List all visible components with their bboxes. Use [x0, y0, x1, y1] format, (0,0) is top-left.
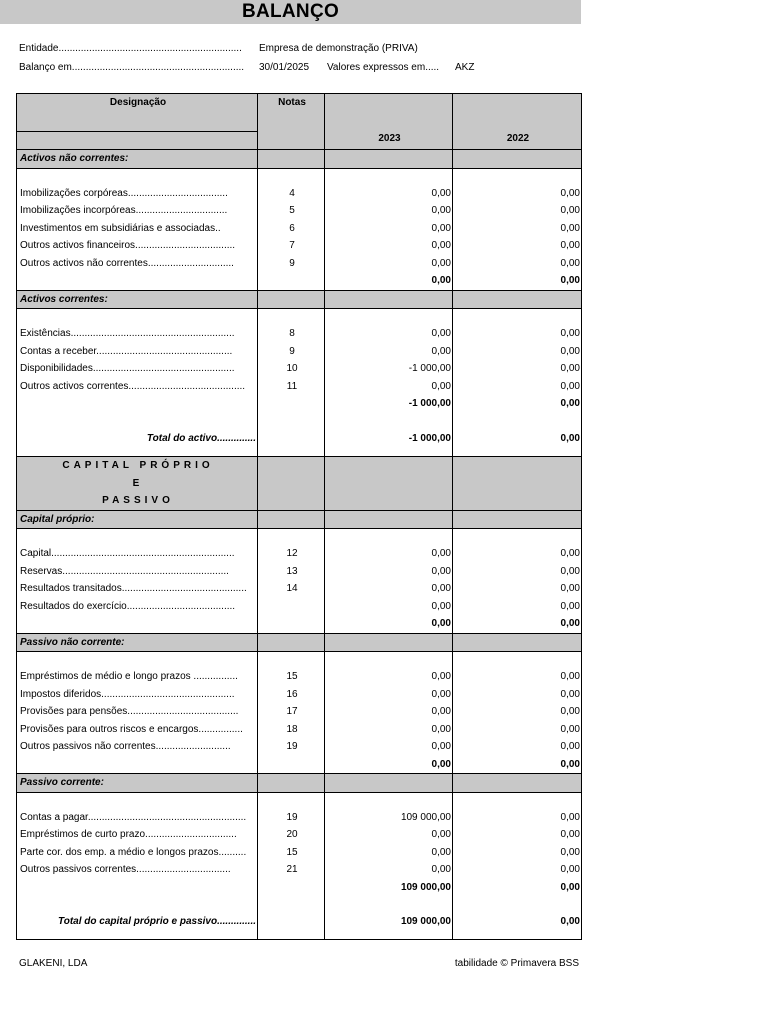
empty-cell — [17, 529, 258, 546]
table-row — [17, 809, 582, 827]
empty-cell — [258, 792, 325, 809]
empty-cell — [453, 475, 582, 493]
row-label: Empréstimos de curto prazo................................. — [17, 826, 258, 844]
empty-cell — [258, 510, 325, 529]
row-value-2022: 0,00 — [453, 826, 582, 844]
empty-cell — [325, 633, 453, 652]
capital-passivo-header — [17, 475, 582, 493]
table-row — [17, 378, 582, 396]
row-label: Reservas............................................................ — [17, 563, 258, 581]
row-note: 21 — [258, 861, 325, 879]
row-note: 20 — [258, 826, 325, 844]
row-label: Investimentos em subsidiárias e associadas.. — [17, 220, 258, 238]
table-row — [17, 861, 582, 879]
empty-cell — [325, 510, 453, 529]
empty-cell — [453, 457, 582, 475]
row-label: Provisões para outros riscos e encargos................ — [17, 721, 258, 739]
row-value-2022: 0,00 — [453, 721, 582, 739]
subtotal-2022: 0,00 — [453, 272, 582, 290]
empty-cell — [325, 309, 453, 326]
row-note: 19 — [258, 738, 325, 756]
empty-cell — [325, 896, 453, 913]
empty-cell — [453, 168, 582, 185]
empty-cell — [453, 413, 582, 430]
row-value-2023: 0,00 — [325, 202, 453, 220]
empty-cell — [17, 931, 258, 940]
subtotal-row — [17, 395, 582, 413]
row-value-2022: 0,00 — [453, 580, 582, 598]
row-value-2023: 0,00 — [325, 703, 453, 721]
total-2023: 109 000,00 — [325, 913, 453, 931]
row-value-2022: 0,00 — [453, 738, 582, 756]
row-value-2023: -1 000,00 — [325, 360, 453, 378]
row-value-2022: 0,00 — [453, 360, 582, 378]
row-note: 15 — [258, 844, 325, 862]
row-value-2023: 0,00 — [325, 378, 453, 396]
empty-cell — [17, 168, 258, 185]
subtotal-row — [17, 879, 582, 897]
row-note: 13 — [258, 563, 325, 581]
empty-cell — [325, 150, 453, 169]
row-value-2023: 0,00 — [325, 220, 453, 238]
row-label: Resultados do exercício....................................... — [17, 598, 258, 616]
empty-cell — [258, 931, 325, 940]
empty-cell — [453, 150, 582, 169]
spacer-row — [17, 413, 582, 430]
table-row — [17, 220, 582, 238]
empty-cell — [17, 413, 258, 430]
row-value-2023: 0,00 — [325, 668, 453, 686]
empty-cell — [17, 652, 258, 669]
row-note: 16 — [258, 686, 325, 704]
row-note: 8 — [258, 325, 325, 343]
empty-cell — [258, 430, 325, 448]
empty-cell — [258, 774, 325, 793]
row-label: Imobilizações corpóreas.................................... — [17, 185, 258, 203]
row-note: 10 — [258, 360, 325, 378]
empty-cell — [258, 447, 325, 457]
spacer-row — [17, 792, 582, 809]
row-value-2023: 0,00 — [325, 545, 453, 563]
table-row — [17, 738, 582, 756]
row-note: 19 — [258, 809, 325, 827]
row-note: 15 — [258, 668, 325, 686]
total-label: Total do capital próprio e passivo.............. — [17, 913, 258, 931]
row-value-2023: 0,00 — [325, 861, 453, 879]
empty-cell — [258, 272, 325, 290]
section-header — [17, 150, 582, 169]
row-note: 6 — [258, 220, 325, 238]
row-label: Empréstimos de médio e longo prazos ................ — [17, 668, 258, 686]
section-header — [17, 510, 582, 529]
row-label: Outros passivos não correntes........................... — [17, 738, 258, 756]
empty-cell — [325, 413, 453, 430]
row-label: Existências........................................................... — [17, 325, 258, 343]
row-value-2023: 0,00 — [325, 343, 453, 361]
empty-cell — [453, 931, 582, 940]
table-row — [17, 826, 582, 844]
row-value-2023: 0,00 — [325, 686, 453, 704]
section-title: Activos correntes: — [17, 290, 258, 309]
total-2022: 0,00 — [453, 913, 582, 931]
subtotal-2022: 0,00 — [453, 395, 582, 413]
section-title: Activos não correntes: — [17, 150, 258, 169]
empty-cell — [17, 615, 258, 633]
table-row — [17, 563, 582, 581]
row-value-2022: 0,00 — [453, 185, 582, 203]
row-label: Capital.................................................................. — [17, 545, 258, 563]
empty-cell — [258, 879, 325, 897]
empty-cell — [325, 652, 453, 669]
empty-cell — [258, 413, 325, 430]
empty-cell — [17, 879, 258, 897]
spacer-row — [17, 529, 582, 546]
empty-cell — [258, 756, 325, 774]
row-value-2023: 0,00 — [325, 237, 453, 255]
empty-cell — [453, 447, 582, 457]
empty-cell — [258, 913, 325, 931]
spacer-row — [17, 896, 582, 913]
section-header — [17, 290, 582, 309]
row-value-2023: 109 000,00 — [325, 809, 453, 827]
table-row — [17, 580, 582, 598]
empty-cell — [325, 290, 453, 309]
empty-cell — [453, 633, 582, 652]
footer-software: tabilidade © Primavera BSS — [454, 958, 579, 969]
page-title: BALANÇO — [241, 1, 340, 22]
table-row — [17, 360, 582, 378]
subtotal-2022: 0,00 — [453, 756, 582, 774]
capital-passivo-line: E — [17, 475, 258, 493]
subtotal-2023: -1 000,00 — [325, 395, 453, 413]
footer-company: GLAKENI, LDA — [19, 958, 88, 969]
empty-cell — [17, 792, 258, 809]
row-value-2022: 0,00 — [453, 237, 582, 255]
subtotal-2023: 0,00 — [325, 615, 453, 633]
row-note: 11 — [258, 378, 325, 396]
total-2023: -1 000,00 — [325, 430, 453, 448]
empty-cell — [258, 652, 325, 669]
capital-passivo-line: PASSIVO — [17, 492, 258, 510]
row-note: 9 — [258, 255, 325, 273]
row-value-2022: 0,00 — [453, 598, 582, 616]
row-label: Resultados transitados............................................. — [17, 580, 258, 598]
subtotal-2023: 0,00 — [325, 272, 453, 290]
table-row — [17, 237, 582, 255]
empty-cell — [17, 447, 258, 457]
row-label: Outros activos não correntes............................... — [17, 255, 258, 273]
row-note: 5 — [258, 202, 325, 220]
row-value-2022: 0,00 — [453, 563, 582, 581]
empty-cell — [17, 395, 258, 413]
table-row — [17, 686, 582, 704]
empty-cell — [453, 529, 582, 546]
empty-cell — [453, 309, 582, 326]
row-label: Outros activos financeiros.................................... — [17, 237, 258, 255]
row-label: Provisões para pensões........................................ — [17, 703, 258, 721]
row-label: Contas a receber................................................. — [17, 343, 258, 361]
row-value-2022: 0,00 — [453, 378, 582, 396]
table-row — [17, 343, 582, 361]
empty-cell — [325, 931, 453, 940]
row-note: 17 — [258, 703, 325, 721]
capital-passivo-line: CAPITAL PRÓPRIO — [17, 457, 258, 475]
title-bar — [0, 0, 581, 24]
subtotal-row — [17, 756, 582, 774]
subtotal-2022: 0,00 — [453, 879, 582, 897]
table-row — [17, 598, 582, 616]
empty-cell — [325, 168, 453, 185]
empty-cell — [325, 792, 453, 809]
entity-value: Empresa de demonstração (PRIVA) — [259, 43, 418, 54]
total-row — [17, 430, 582, 448]
row-label: Imobilizações incorpóreas................................. — [17, 202, 258, 220]
row-value-2022: 0,00 — [453, 668, 582, 686]
empty-cell — [258, 896, 325, 913]
empty-cell — [17, 309, 258, 326]
empty-cell — [258, 395, 325, 413]
subtotal-2022: 0,00 — [453, 615, 582, 633]
row-value-2023: 0,00 — [325, 844, 453, 862]
row-value-2022: 0,00 — [453, 202, 582, 220]
row-value-2022: 0,00 — [453, 343, 582, 361]
section-title: Passivo corrente: — [17, 774, 258, 793]
empty-cell — [325, 529, 453, 546]
row-value-2023: 0,00 — [325, 826, 453, 844]
empty-cell — [17, 272, 258, 290]
spacer-row — [17, 168, 582, 185]
subtotal-row — [17, 615, 582, 633]
row-label: Disponibilidades................................................... — [17, 360, 258, 378]
empty-cell — [258, 529, 325, 546]
capital-passivo-header — [17, 457, 582, 475]
empty-cell — [258, 168, 325, 185]
empty-cell — [453, 492, 582, 510]
empty-cell — [325, 475, 453, 493]
row-label: Parte cor. dos emp. a médio e longos prazos.......... — [17, 844, 258, 862]
empty-cell — [453, 510, 582, 529]
balance-date-value: 30/01/2025 — [259, 62, 310, 73]
empty-cell — [258, 615, 325, 633]
row-note: 14 — [258, 580, 325, 598]
row-note: 9 — [258, 343, 325, 361]
designation-header-blank — [17, 132, 258, 150]
row-note: 18 — [258, 721, 325, 739]
row-value-2023: 0,00 — [325, 325, 453, 343]
row-value-2022: 0,00 — [453, 844, 582, 862]
empty-cell — [258, 492, 325, 510]
currency-label: Valores expressos em..... — [327, 62, 440, 73]
row-value-2022: 0,00 — [453, 545, 582, 563]
notes-header: Notas — [258, 94, 325, 150]
row-value-2022: 0,00 — [453, 686, 582, 704]
empty-cell — [258, 150, 325, 169]
empty-cell — [17, 756, 258, 774]
empty-cell — [453, 792, 582, 809]
empty-cell — [258, 633, 325, 652]
table-row — [17, 325, 582, 343]
empty-cell — [453, 896, 582, 913]
row-value-2022: 0,00 — [453, 861, 582, 879]
empty-cell — [453, 774, 582, 793]
section-header — [17, 774, 582, 793]
row-note — [258, 598, 325, 616]
row-note: 12 — [258, 545, 325, 563]
row-label: Outros activos correntes.......................................... — [17, 378, 258, 396]
row-value-2023: 0,00 — [325, 563, 453, 581]
empty-cell — [325, 447, 453, 457]
subtotal-2023: 0,00 — [325, 756, 453, 774]
row-value-2023: 0,00 — [325, 598, 453, 616]
row-label: Outros passivos correntes.................................. — [17, 861, 258, 879]
row-value-2022: 0,00 — [453, 255, 582, 273]
row-value-2023: 0,00 — [325, 185, 453, 203]
empty-cell — [17, 896, 258, 913]
empty-cell — [258, 309, 325, 326]
table-row — [17, 721, 582, 739]
table-row — [17, 202, 582, 220]
year-2022-header: 2022 — [453, 94, 582, 150]
designation-header: Designação — [17, 94, 258, 132]
balance-date-label: Balanço em.............................................................. — [19, 62, 245, 73]
capital-passivo-header — [17, 492, 582, 510]
spacer-row — [17, 309, 582, 326]
empty-cell — [453, 290, 582, 309]
row-value-2023: 0,00 — [325, 738, 453, 756]
row-value-2022: 0,00 — [453, 220, 582, 238]
total-row — [17, 913, 582, 931]
empty-cell — [258, 457, 325, 475]
row-label: Impostos diferidos................................................ — [17, 686, 258, 704]
spacer-row — [17, 447, 582, 457]
row-note: 7 — [258, 237, 325, 255]
total-label: Total do activo.............. — [17, 430, 258, 448]
subtotal-2023: 109 000,00 — [325, 879, 453, 897]
row-value-2023: 0,00 — [325, 580, 453, 598]
table-row — [17, 545, 582, 563]
row-value-2022: 0,00 — [453, 703, 582, 721]
subtotal-row — [17, 272, 582, 290]
empty-cell — [453, 652, 582, 669]
row-value-2022: 0,00 — [453, 325, 582, 343]
empty-cell — [258, 475, 325, 493]
empty-cell — [325, 492, 453, 510]
balance-table — [16, 93, 582, 940]
table-row — [17, 255, 582, 273]
total-2022: 0,00 — [453, 430, 582, 448]
section-title: Capital próprio: — [17, 510, 258, 529]
row-value-2023: 0,00 — [325, 721, 453, 739]
empty-cell — [325, 457, 453, 475]
empty-cell — [258, 290, 325, 309]
section-title: Passivo não corrente: — [17, 633, 258, 652]
table-row — [17, 844, 582, 862]
table-row — [17, 668, 582, 686]
row-label: Contas a pagar......................................................... — [17, 809, 258, 827]
row-value-2022: 0,00 — [453, 809, 582, 827]
row-value-2023: 0,00 — [325, 255, 453, 273]
row-note: 4 — [258, 185, 325, 203]
year-2023-header: 2023 — [325, 94, 453, 150]
section-header — [17, 633, 582, 652]
spacer-row — [17, 652, 582, 669]
currency-value: AKZ — [455, 62, 475, 73]
table-row — [17, 185, 582, 203]
spacer-row — [17, 931, 582, 940]
table-row — [17, 703, 582, 721]
empty-cell — [325, 774, 453, 793]
entity-label: Entidade.................................................................. — [19, 43, 242, 54]
